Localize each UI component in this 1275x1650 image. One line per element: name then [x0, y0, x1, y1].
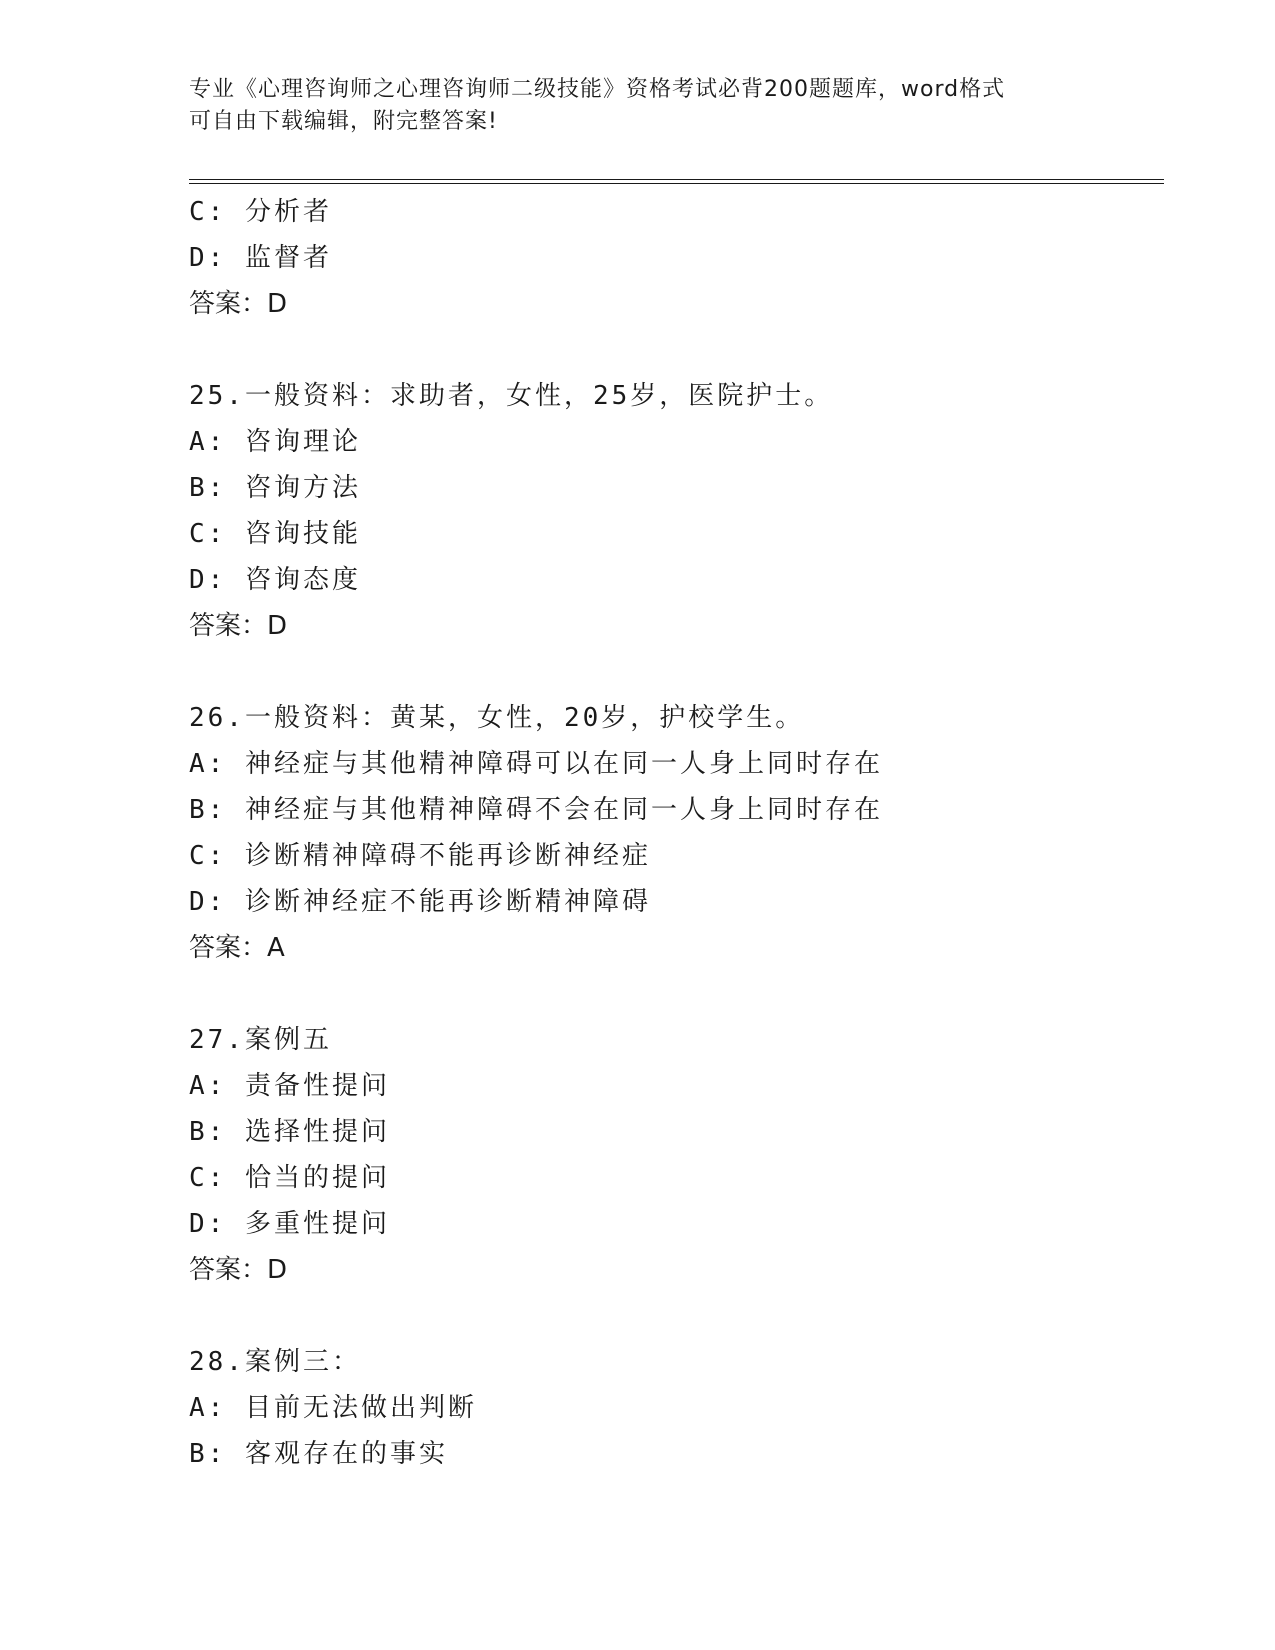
option-b: B: 咨询方法 — [189, 473, 361, 503]
spacer — [189, 1293, 1149, 1339]
question-block-28 — [189, 1339, 1149, 1477]
option-d: D: 监督者 — [189, 243, 332, 273]
header-line-2: 可自由下载编辑，附完整答案! — [189, 109, 498, 134]
option-a: A: 咨询理论 — [189, 427, 361, 457]
header-divider-top — [189, 179, 1164, 180]
option-c: C: 分析者 — [189, 197, 332, 227]
option-a: A: 神经症与其他精神障碍可以在同一人身上同时存在 — [189, 749, 883, 779]
question-title: 25.一般资料：求助者，女性，25岁，医院护士。 — [189, 381, 834, 411]
header-line-1: 专业《心理咨询师之心理咨询师二级技能》资格考试必背200题题库，word格式 — [189, 77, 1006, 102]
question-block-27 — [189, 1017, 1149, 1293]
option-b: B: 客观存在的事实 — [189, 1439, 448, 1469]
question-block-26 — [189, 695, 1149, 971]
option-d: D: 咨询态度 — [189, 565, 361, 595]
question-block-25 — [189, 373, 1149, 649]
option-c: C: 诊断精神障碍不能再诊断神经症 — [189, 841, 651, 871]
option-b: B: 神经症与其他精神障碍不会在同一人身上同时存在 — [189, 795, 883, 825]
option-a: A: 责备性提问 — [189, 1071, 390, 1101]
question-block-24 — [189, 189, 1149, 327]
answer-line: 答案：D — [189, 289, 288, 319]
answer-line: 答案：D — [189, 1255, 288, 1285]
answer-line: 答案：A — [189, 933, 285, 963]
question-title: 28.案例三： — [189, 1347, 361, 1377]
spacer — [189, 649, 1149, 695]
option-b: B: 选择性提问 — [189, 1117, 390, 1147]
option-d: D: 诊断神经症不能再诊断精神障碍 — [189, 887, 651, 917]
answer-line: 答案：D — [189, 611, 288, 641]
question-list — [189, 189, 1149, 1477]
option-a: A: 目前无法做出判断 — [189, 1393, 477, 1423]
spacer — [189, 971, 1149, 1017]
spacer — [189, 327, 1149, 373]
question-title: 26.一般资料：黄某，女性，20岁，护校学生。 — [189, 703, 805, 733]
question-title: 27.案例五 — [189, 1025, 332, 1055]
option-c: C: 咨询技能 — [189, 519, 361, 549]
document-header — [189, 74, 1089, 138]
header-divider-bottom — [189, 183, 1164, 184]
option-d: D: 多重性提问 — [189, 1209, 390, 1239]
option-c: C: 恰当的提问 — [189, 1163, 390, 1193]
